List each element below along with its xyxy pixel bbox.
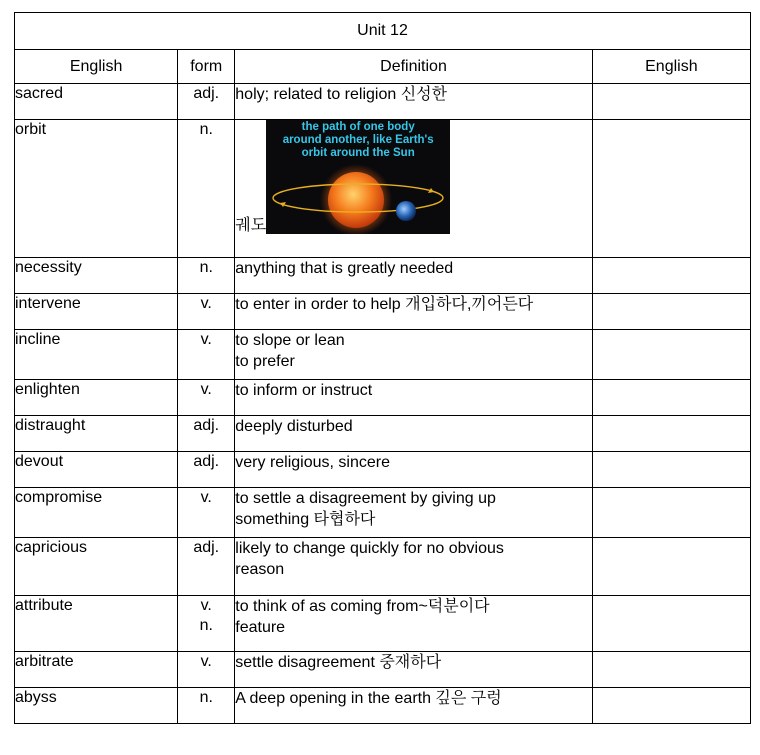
english-answer-cell[interactable] [592, 688, 750, 724]
english-word: devout [15, 452, 178, 488]
definition [235, 120, 592, 258]
form-line: n. [199, 121, 213, 138]
orbit-caption-line: orbit around the Sun [301, 147, 415, 159]
orbit-caption-line: around another, like Earth's [282, 134, 434, 146]
table-row [15, 120, 751, 258]
orbit-korean-label: 궤도 [235, 217, 267, 234]
table-row [15, 84, 751, 120]
definition-line: holy; related to religion 신성한 [235, 86, 448, 103]
english-answer-cell[interactable] [592, 538, 750, 596]
part-of-speech [178, 120, 235, 258]
vocabulary-table [14, 12, 751, 724]
table-row [15, 452, 751, 488]
definition-line: feature [235, 619, 286, 636]
form-line: v. [200, 653, 212, 670]
form-line: v. [200, 597, 212, 614]
definition-line: settle disagreement 중재하다 [235, 654, 442, 671]
english-answer-cell[interactable] [592, 380, 750, 416]
english-word: incline [15, 330, 178, 380]
header-form: form [178, 50, 235, 84]
orbit-illustration [266, 120, 450, 234]
form-line: adj. [193, 85, 220, 102]
definition-line: something 타협하다 [235, 511, 376, 528]
definition [235, 258, 592, 294]
header-english: English [15, 50, 178, 84]
part-of-speech [178, 380, 235, 416]
part-of-speech [178, 488, 235, 538]
definition [235, 688, 592, 724]
definition [235, 416, 592, 452]
form-line: adj. [193, 453, 220, 470]
english-answer-cell[interactable] [592, 652, 750, 688]
form-line: v. [200, 489, 212, 506]
english-answer-cell[interactable] [592, 294, 750, 330]
english-word: capricious [15, 538, 178, 596]
english-word: arbitrate [15, 652, 178, 688]
orbit-caption [266, 121, 450, 160]
definition-line: to settle a disagreement by giving up [235, 490, 496, 507]
form-line: adj. [193, 539, 220, 556]
vocab-rows [15, 84, 751, 724]
english-answer-cell[interactable] [592, 596, 750, 652]
table-row [15, 538, 751, 596]
form-line: adj. [193, 417, 220, 434]
definition [235, 330, 592, 380]
english-answer-cell[interactable] [592, 120, 750, 258]
definition-line: anything that is greatly needed [235, 260, 454, 277]
english-word: enlighten [15, 380, 178, 416]
form-line: n. [199, 259, 213, 276]
english-word: compromise [15, 488, 178, 538]
english-answer-cell[interactable] [592, 452, 750, 488]
part-of-speech [178, 84, 235, 120]
header-english-answer: English [592, 50, 750, 84]
form-line: n. [199, 617, 213, 634]
part-of-speech [178, 596, 235, 652]
table-row [15, 258, 751, 294]
part-of-speech [178, 688, 235, 724]
form-line: v. [200, 381, 212, 398]
table-row [15, 330, 751, 380]
part-of-speech [178, 416, 235, 452]
definition-line: to think of as coming from~덕분이다 [235, 598, 490, 615]
part-of-speech [178, 452, 235, 488]
definition-line: to prefer [235, 353, 295, 370]
part-of-speech [178, 294, 235, 330]
part-of-speech [178, 538, 235, 596]
part-of-speech [178, 330, 235, 380]
definition [235, 652, 592, 688]
english-word: attribute [15, 596, 178, 652]
table-row [15, 596, 751, 652]
definition [235, 488, 592, 538]
form-line: v. [200, 295, 212, 312]
table-row [15, 488, 751, 538]
english-word: abyss [15, 688, 178, 724]
definition [235, 84, 592, 120]
form-line: n. [199, 689, 213, 706]
table-row [15, 416, 751, 452]
definition-line: deeply disturbed [235, 418, 353, 435]
english-word: sacred [15, 84, 178, 120]
part-of-speech [178, 652, 235, 688]
definition [235, 538, 592, 596]
unit-title: Unit 12 [15, 13, 751, 50]
title-row [15, 13, 751, 50]
definition [235, 452, 592, 488]
definition-line: very religious, sincere [235, 454, 390, 471]
table-row [15, 652, 751, 688]
table-row [15, 688, 751, 724]
table-row [15, 294, 751, 330]
english-word: orbit [15, 120, 178, 258]
definition-line: to inform or instruct [235, 382, 373, 399]
english-answer-cell[interactable] [592, 416, 750, 452]
english-word: necessity [15, 258, 178, 294]
table-row [15, 380, 751, 416]
english-answer-cell[interactable] [592, 488, 750, 538]
form-line: v. [200, 331, 212, 348]
definition-line: to enter in order to help 개입하다,끼어든다 [235, 296, 534, 313]
definition [235, 380, 592, 416]
english-answer-cell[interactable] [592, 84, 750, 120]
orbit-caption-line: the path of one body [301, 121, 415, 133]
definition-line: likely to change quickly for no obvious [235, 540, 504, 557]
definition-line: A deep opening in the earth 깊은 구렁 [235, 690, 502, 707]
definition [235, 294, 592, 330]
header-row [15, 50, 751, 84]
definition-line: reason [235, 561, 285, 578]
english-answer-cell[interactable] [592, 258, 750, 294]
definition [235, 596, 592, 652]
english-answer-cell[interactable] [592, 330, 750, 380]
definition-line: to slope or lean [235, 332, 345, 349]
english-word: intervene [15, 294, 178, 330]
english-word: distraught [15, 416, 178, 452]
part-of-speech [178, 258, 235, 294]
header-definition: Definition [235, 50, 592, 84]
